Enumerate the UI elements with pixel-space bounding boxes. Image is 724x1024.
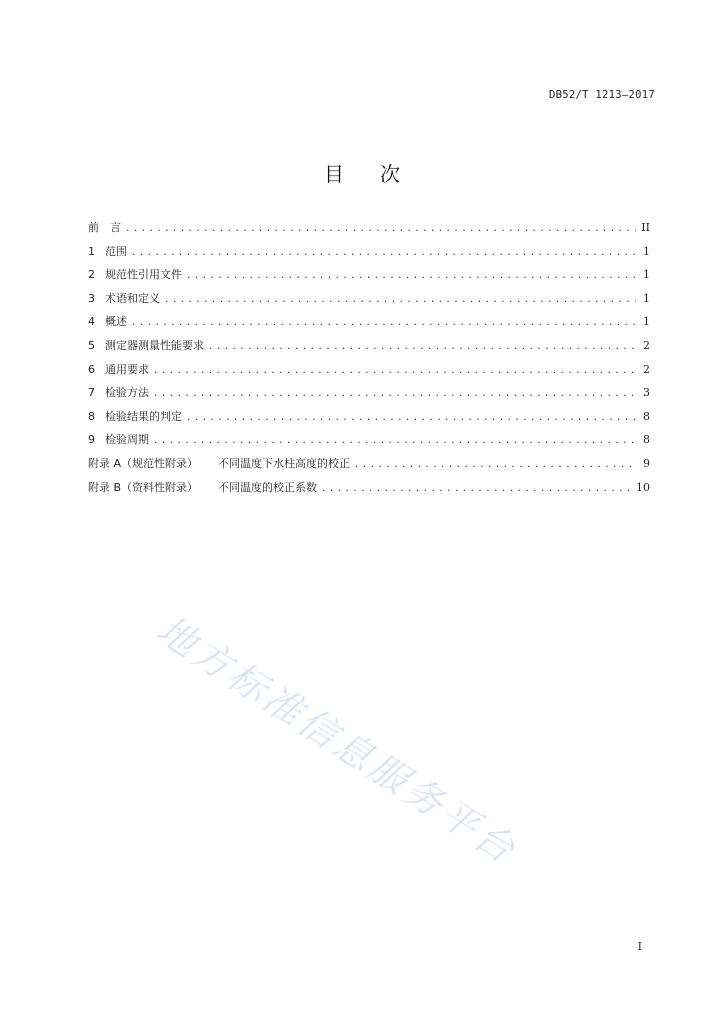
toc-page-number: 8 bbox=[643, 409, 650, 423]
toc-entry-label: 范围 bbox=[105, 244, 127, 258]
toc-section-number: 6 bbox=[88, 362, 95, 376]
toc-entry-label: 概述 bbox=[105, 315, 127, 329]
document-code: DB52/T 1213—2017 bbox=[549, 89, 655, 101]
toc-dot-leader bbox=[131, 312, 636, 336]
toc-dot-leader bbox=[125, 218, 636, 242]
toc-page-number: 3 bbox=[643, 386, 650, 400]
toc-dot-leader bbox=[321, 478, 632, 502]
toc-dot-leader bbox=[153, 360, 636, 384]
toc-entry-foreword[interactable] bbox=[88, 216, 650, 240]
toc-section-number: 1 bbox=[88, 244, 95, 258]
toc-section-number: 5 bbox=[88, 338, 95, 352]
toc-section-number: 4 bbox=[88, 315, 95, 329]
toc-entry-appendix-b[interactable] bbox=[88, 476, 650, 500]
toc-dot-leader bbox=[208, 336, 636, 360]
toc-dot-leader bbox=[164, 289, 636, 313]
toc-entry-label: 检验结果的判定 bbox=[105, 409, 182, 423]
toc-section-number: 2 bbox=[88, 268, 95, 282]
toc-dot-leader bbox=[354, 454, 636, 478]
toc-section-number: 3 bbox=[88, 291, 95, 305]
toc-entry-label: 前 言 bbox=[88, 221, 121, 234]
toc-section-number: 9 bbox=[88, 433, 95, 447]
toc-entry-label: 检验周期 bbox=[105, 433, 149, 447]
toc-dot-leader bbox=[186, 407, 636, 431]
toc-entry-label bbox=[88, 476, 317, 500]
appendix-label: 附录 B（资料性附录） bbox=[88, 480, 199, 494]
toc-page-number: 9 bbox=[643, 456, 650, 470]
toc-page-number: 1 bbox=[643, 315, 650, 329]
table-of-contents bbox=[88, 216, 650, 499]
toc-entry-6[interactable] bbox=[88, 358, 650, 382]
toc-entry-9[interactable] bbox=[88, 428, 650, 452]
toc-dot-leader bbox=[186, 265, 636, 289]
toc-entry-label: 测定器测量性能要求 bbox=[105, 338, 204, 352]
toc-page-number: 1 bbox=[643, 244, 650, 258]
toc-entry-label: 检验方法 bbox=[105, 386, 149, 400]
appendix-label: 附录 A（规范性附录） bbox=[88, 456, 199, 470]
toc-page-number: 10 bbox=[636, 480, 650, 494]
toc-page-number: 1 bbox=[643, 268, 650, 282]
footer-page-number: I bbox=[637, 940, 642, 953]
toc-entry-4[interactable] bbox=[88, 310, 650, 334]
appendix-title: 不同温度的校正系数 bbox=[218, 480, 318, 494]
toc-page-number: 2 bbox=[643, 338, 650, 352]
toc-dot-leader bbox=[153, 430, 636, 454]
toc-dot-leader bbox=[131, 242, 636, 266]
toc-entry-7[interactable] bbox=[88, 381, 650, 405]
toc-entry-appendix-a[interactable] bbox=[88, 452, 650, 476]
toc-entry-3[interactable] bbox=[88, 287, 650, 311]
toc-entry-label: 规范性引用文件 bbox=[105, 268, 182, 282]
toc-page-number: 1 bbox=[643, 291, 650, 305]
toc-entry-5[interactable] bbox=[88, 334, 650, 358]
toc-section-number: 8 bbox=[88, 409, 95, 423]
appendix-title: 不同温度下水柱高度的校正 bbox=[218, 456, 351, 470]
toc-page-number: 8 bbox=[643, 433, 650, 447]
toc-entry-label: 通用要求 bbox=[105, 362, 149, 376]
toc-page-number: 2 bbox=[643, 362, 650, 376]
toc-dot-leader bbox=[153, 383, 636, 407]
toc-entry-1[interactable] bbox=[88, 240, 650, 264]
toc-section-number: 7 bbox=[88, 386, 95, 400]
toc-entry-8[interactable] bbox=[88, 405, 650, 429]
title-char-2: 次 bbox=[380, 162, 400, 186]
title-char-1: 目 bbox=[324, 162, 344, 186]
watermark-text: 地方标准信息服务平台 bbox=[149, 607, 526, 874]
toc-entry-label bbox=[88, 452, 350, 476]
toc-entry-2[interactable] bbox=[88, 263, 650, 287]
toc-entry-label: 术语和定义 bbox=[105, 291, 160, 305]
toc-page-number: II bbox=[641, 221, 650, 234]
page-title bbox=[0, 158, 724, 187]
